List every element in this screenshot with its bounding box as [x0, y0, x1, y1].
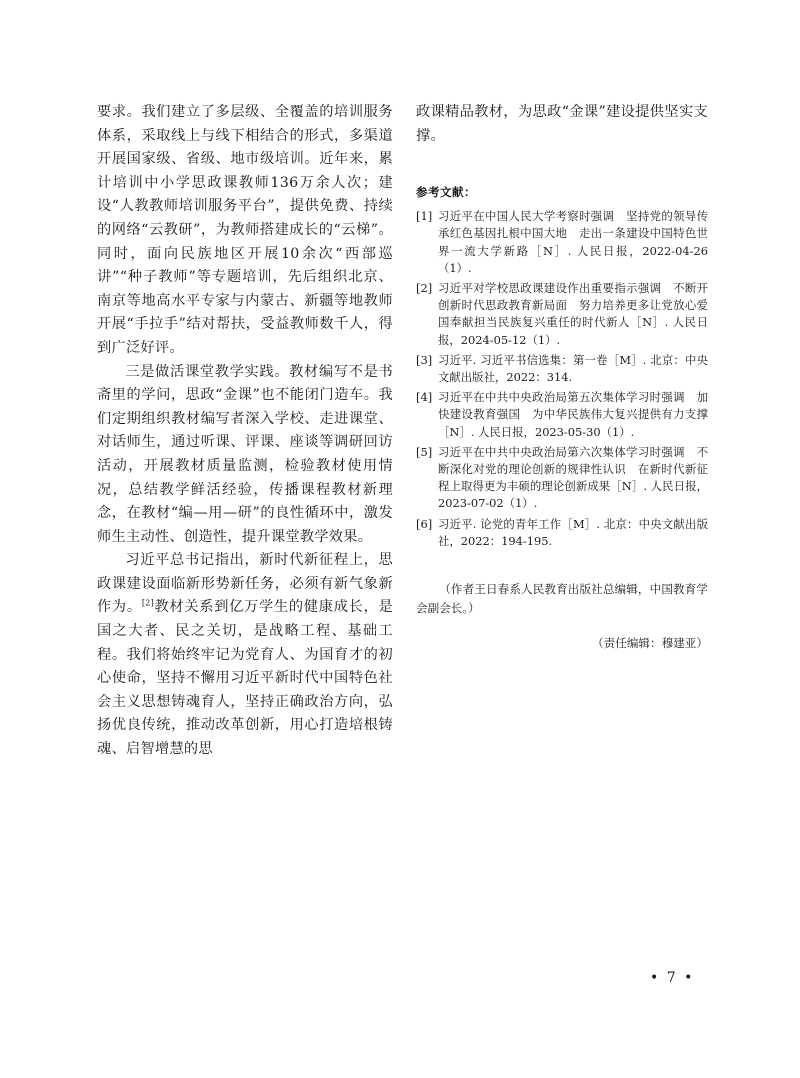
reference-number: [3] [416, 352, 433, 367]
body-paragraph: 要求。我们建立了多层级、全覆盖的培训服务体系，采取线上与线下相结合的形式，多渠道开展国家级、省级、地市级培训。近年来，累计培训中小学思政课教师136万余人次；建设“人教教师培训服务平台”，提供免费、持续的网络“云教研”，为教师搭建成长的“云梯”。同时，面向民族地区开展10余次“西部巡讲”“种子教师”等专题培训，先后组织北京、南京等地高水平专家与内蒙古、新疆等地教师开展“手拉手”结对帮扶，受益教师数千人，得到广泛好评。 [97, 104, 393, 356]
reference-item [416, 516, 708, 550]
reference-item [416, 352, 708, 386]
reference-text: 习近平. 习近平书信选集：第一卷［M］. 北京：中央文献出版社，2022：314. [438, 352, 708, 385]
body-paragraph [97, 549, 393, 761]
citation-marker[interactable]: [2] [141, 598, 155, 608]
left-column [97, 101, 393, 762]
reference-text: 习近平在中国人民大学考察时强调 坚持党的领导传承红色基因扎根中国大地 走出一条建设中国特色世界一流大学新路［N］. 人民日报，2022-04-26（1）. [438, 209, 708, 275]
reference-item [416, 444, 708, 513]
references-list [416, 208, 708, 550]
body-paragraph: 政课精品教材，为思政“金课”建设提供坚实支撑。 [416, 104, 708, 144]
body-paragraph: 三是做活课堂教学实践。教材编写不是书斋里的学问，思政“金课”也不能闭门造车。我们定期组织教材编写者深入学校、走进课堂、对话师生，通过听课、评课、座谈等调研回访活动，开展教材质量监测，检验教材使用情况，总结教学鲜活经验，传播课程教材新理念，在教材“编—用—研”的良性循环中，激发师生主动性、创造性，提升课堂教学效果。 [97, 363, 393, 545]
reference-text: 习近平. 论党的青年工作［M］. 北京：中央文献出版社，2022：194-195. [438, 516, 708, 548]
reference-number: [2] [416, 281, 433, 295]
author-note: （作者王日春系人民教育出版社总编辑，中国教育学会副会长。） [416, 582, 708, 615]
editor-note: （责任编辑：穆建亚） [592, 636, 708, 651]
reference-number: [4] [416, 390, 433, 405]
reference-number: [1] [416, 209, 433, 224]
reference-item [416, 389, 708, 441]
page-number: • 7 • [650, 970, 695, 986]
right-column [416, 101, 708, 651]
reference-number: [5] [416, 444, 433, 459]
reference-item [416, 280, 708, 349]
reference-text: 习近平对学校思政课建设作出重要指示强调 不断开创新时代思政教育新局面 努力培养更多让党放心爱国奉献担当民族复兴重任的时代新人［N］. 人民日报，2024-05-12（1）. [438, 281, 708, 347]
reference-number: [6] [416, 516, 433, 531]
paragraph-text: 习近平总书记指出，新时代新征程上，思政课建设面临新形势新任务，必须有新气象新作为。 [97, 552, 393, 616]
reference-item [416, 208, 708, 277]
references-heading: 参考文献： [416, 185, 476, 200]
reference-text: 习近平在中共中央政治局第六次集体学习时强调 不断深化对党的理论创新的规律性认识 在新时代新征程上取得更为丰硕的理论创新成果［N］. 人民日报，2023-07-02（1）. [438, 444, 708, 511]
paragraph-text: 教材关系到亿万学生的健康成长，是国之大者、民之关切，是战略工程、基础工程。我们将始终牢记为党育人、为国育才的初心使命，坚持不懈用习近平新时代中国特色社会主义思想铸魂育人，坚持正确政治方向，弘扬优良传统，推动改革创新，用心打造培根铸魂、启智增慧的思 [97, 599, 393, 758]
reference-text: 习近平在中共中央政治局第五次集体学习时强调 加快建设教育强国 为中华民族伟大复兴提供有力支撑［N］. 人民日报，2023-05-30（1）. [438, 390, 708, 439]
